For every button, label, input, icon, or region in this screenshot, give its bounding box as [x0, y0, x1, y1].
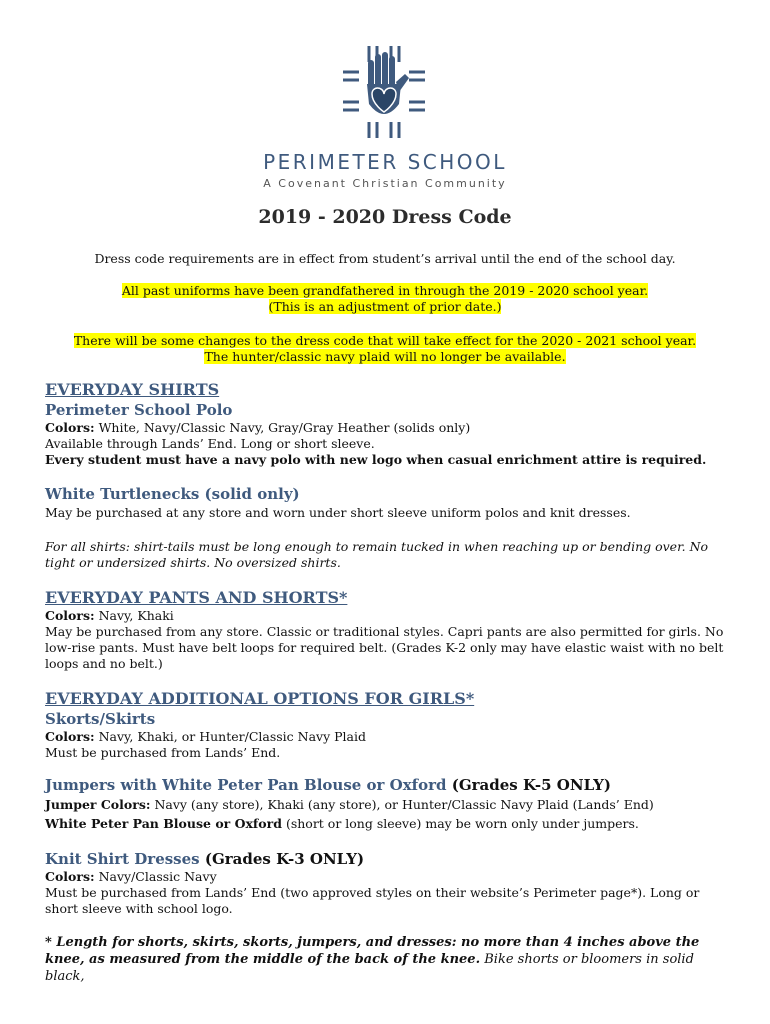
page-title: 2019 - 2020 Dress Code — [258, 206, 512, 228]
shirts-heading: EVERYDAY SHIRTS — [45, 380, 220, 399]
footnote — [45, 934, 735, 985]
jumpers-colors-label: Jumper Colors: — [45, 797, 151, 812]
notice-1-line-1: All past uniforms have been grandfathered in through the 2019 - 2020 school year. — [121, 283, 649, 298]
pants-details — [45, 608, 735, 672]
girls-heading: EVERYDAY ADDITIONAL OPTIONS FOR GIRLS* — [45, 689, 475, 708]
footnote-bold: * Length for shorts, skirts, skorts, jumpers, and dresses: no more than 4 inches above the knee, as measured from the middle of the back of the knee. — [45, 935, 700, 967]
jumpers-colors — [45, 797, 735, 813]
skorts-text: Must be purchased from Lands’ End. — [45, 745, 281, 760]
polo-availability: Available through Lands’ End. Long or short sleeve. — [45, 436, 375, 451]
knit-colors-label: Colors: — [45, 869, 95, 884]
notice-1-line-2-wrap — [0, 299, 770, 314]
jumpers-blouse — [45, 816, 735, 832]
knit-grades: (Grades K-3 ONLY) — [199, 850, 365, 868]
pants-text: May be purchased from any store. Classic or traditional styles. Capri pants are also permitted for girls. No low-rise pants. Must have belt loops for required belt. (Grades K-2 only may have elastic waist with no belt loops and no belt.) — [45, 624, 724, 671]
knit-heading — [45, 850, 364, 868]
notice-2-line-1: There will be some changes to the dress code that will take effect for the 2020 - 2021 school year. — [73, 333, 697, 348]
pants-colors-label: Colors: — [45, 608, 95, 623]
knit-colors — [45, 869, 735, 885]
pants-heading: EVERYDAY PANTS AND SHORTS* — [45, 588, 348, 607]
jumpers-blouse-label: White Peter Pan Blouse or Oxford — [45, 816, 282, 831]
turtleneck-heading: White Turtlenecks (solid only) — [45, 485, 300, 503]
school-name: PERIMETER SCHOOL — [263, 150, 507, 174]
knit-details — [45, 869, 735, 917]
skorts-colors — [45, 729, 735, 745]
knit-heading-text: Knit Shirt Dresses — [45, 850, 200, 868]
jumpers-details — [45, 797, 735, 832]
skorts-details — [45, 729, 735, 761]
notice-2-line-1-wrap — [0, 333, 770, 348]
polo-details — [45, 420, 735, 468]
footnote-rest: Bike shorts or bloomers in solid black, — [45, 952, 694, 984]
jumpers-heading — [45, 776, 611, 794]
skorts-colors-label: Colors: — [45, 729, 95, 744]
jumpers-colors-value: Navy (any store), Khaki (any store), or Hunter/Classic Navy Plaid (Lands’ End) — [150, 797, 654, 812]
knit-text: Must be purchased from Lands’ End (two approved styles on their website’s Perimeter page*). Long or short sleeve with school logo. — [45, 885, 700, 916]
polo-requirement: Every student must have a navy polo with new logo when casual enrichment attire is required. — [45, 452, 707, 467]
shirts-note: For all shirts: shirt-tails must be long enough to remain tucked in when reaching up or bending over. No tight or undersized shirts. No oversized shirts. — [45, 539, 709, 570]
turtleneck-text: May be purchased at any store and worn under short sleeve uniform polos and knit dresses. — [45, 505, 631, 520]
skorts-heading: Skorts/Skirts — [45, 710, 156, 728]
jumpers-grades: (Grades K-5 ONLY) — [446, 776, 611, 794]
polo-heading: Perimeter School Polo — [45, 401, 233, 419]
pants-colors — [45, 608, 735, 624]
notice-1-line-1-wrap — [0, 283, 770, 298]
knit-colors-value: Navy/Classic Navy — [94, 869, 217, 884]
jumpers-heading-text: Jumpers with White Peter Pan Blouse or Oxford — [45, 776, 447, 794]
school-tagline: A Covenant Christian Community — [263, 177, 507, 190]
hand-heart-logo-icon — [339, 42, 429, 142]
shirts-note-wrap — [45, 539, 735, 571]
notice-2-line-2-wrap — [0, 349, 770, 364]
polo-colors-label: Colors: — [45, 420, 95, 435]
pants-colors-value: Navy, Khaki — [94, 608, 174, 623]
skorts-colors-value: Navy, Khaki, or Hunter/Classic Navy Plaid — [94, 729, 366, 744]
notice-2-line-2: The hunter/classic navy plaid will no longer be available. — [204, 349, 566, 364]
jumpers-blouse-text: (short or long sleeve) may be worn only under jumpers. — [281, 816, 639, 831]
intro-text: Dress code requirements are in effect from student’s arrival until the end of the school day. — [94, 251, 676, 266]
notice-1-line-2: (This is an adjustment of prior date.) — [268, 299, 502, 314]
polo-colors — [45, 420, 735, 436]
polo-colors-value: White, Navy/Classic Navy, Gray/Gray Heather (solids only) — [94, 420, 471, 435]
